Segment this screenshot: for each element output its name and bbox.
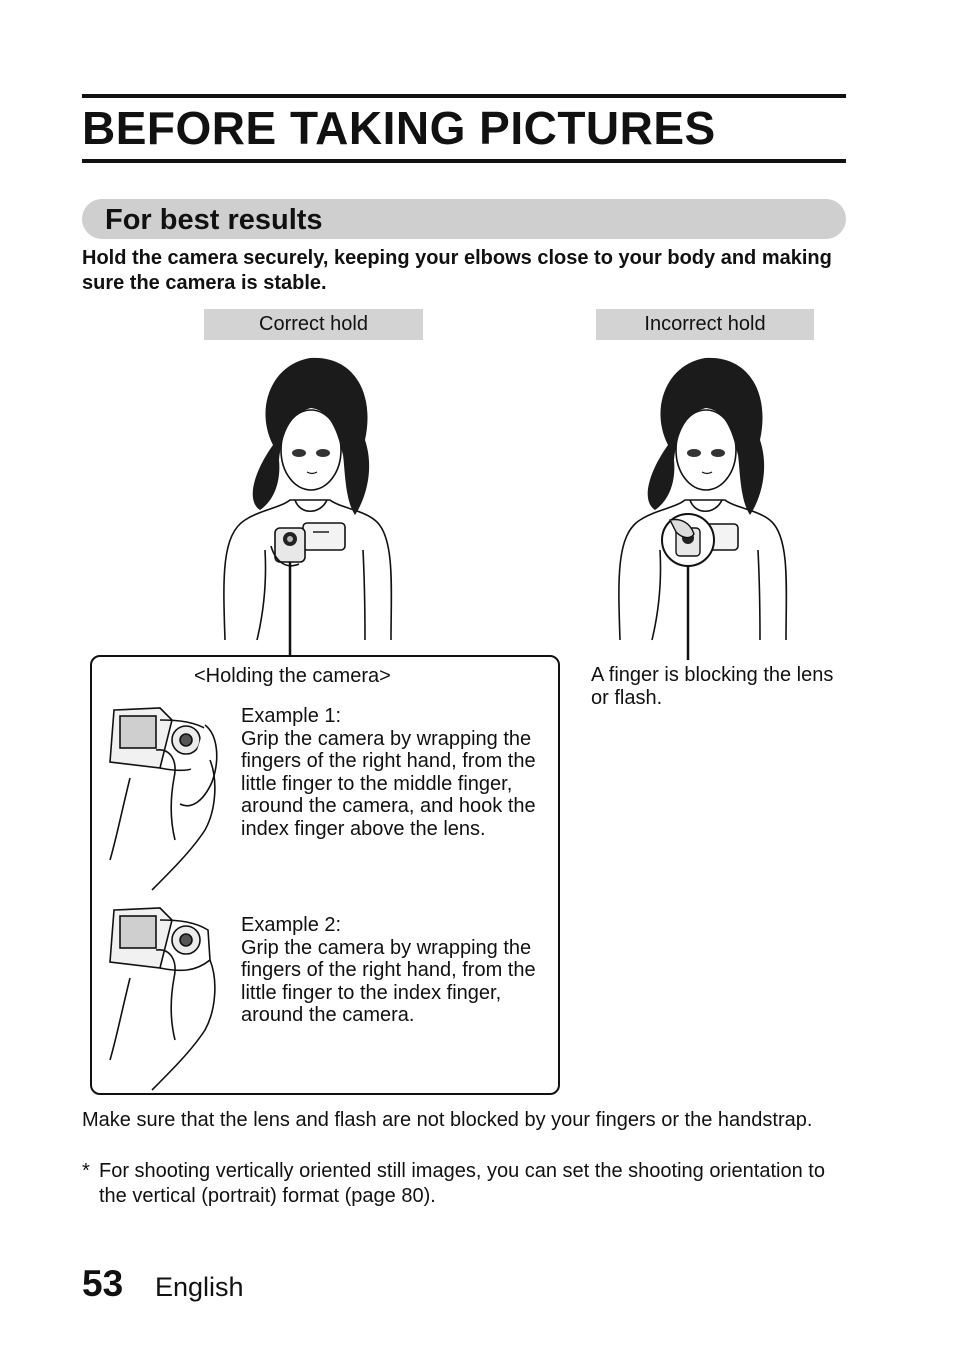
incorrect-hold-caption: A finger is blocking the lens or flash. xyxy=(591,664,834,709)
example2-description: Grip the camera by wrapping the fingers of the right hand, from the little finger to the index finger, around the camera. xyxy=(241,936,536,1026)
title-rule-top xyxy=(82,94,846,98)
incorrect-hold-label: Incorrect hold xyxy=(596,309,814,340)
intro-paragraph: Hold the camera securely, keeping your elbows close to your body and making sure the camera is stable. xyxy=(82,247,832,294)
footnote-marker: * xyxy=(82,1160,90,1182)
correct-hold-illustration xyxy=(215,350,405,650)
page-title: BEFORE TAKING PICTURES xyxy=(82,102,716,154)
section-title: For best results xyxy=(105,204,323,236)
example1-description: Grip the camera by wrapping the fingers of the right hand, from the little finger to the middle finger, around the camera, and hook the index finger above the lens. xyxy=(241,727,536,840)
title-rule-bottom xyxy=(82,159,846,163)
page-number: 53 xyxy=(82,1263,124,1304)
example1-heading: Example 1: xyxy=(241,705,342,727)
example2-heading: Example 2: xyxy=(241,914,342,936)
lens-flash-note: Make sure that the lens and flash are not blocked by your fingers or the handstrap. xyxy=(82,1109,813,1131)
language-label: English xyxy=(155,1272,244,1302)
correct-hold-label: Correct hold xyxy=(204,309,423,340)
example1-text xyxy=(241,705,551,840)
incorrect-hold-illustration xyxy=(610,350,800,650)
example2-hand-illustration xyxy=(100,900,230,1095)
example1-hand-illustration xyxy=(100,700,230,895)
holding-camera-title: <Holding the camera> xyxy=(194,665,391,687)
footnote-text: For shooting vertically oriented still images, you can set the shooting orientation to the vertical (portrait) format (page 80). xyxy=(99,1160,825,1207)
example2-text xyxy=(241,914,551,1027)
portrait-footnote xyxy=(82,1159,842,1209)
